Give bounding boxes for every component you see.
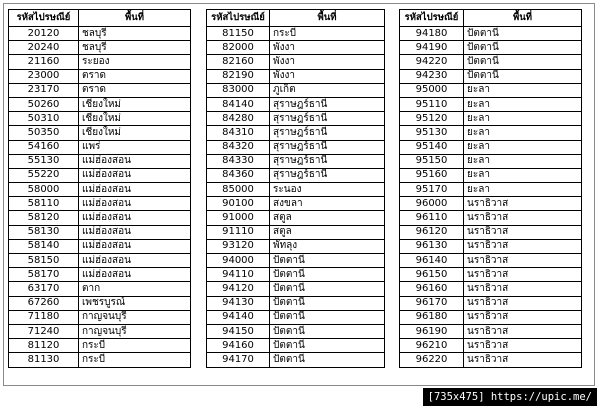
postal-code: 84320 — [207, 140, 270, 154]
postal-code: 95110 — [400, 97, 464, 111]
area-name: แม่ฮ่องสอน — [79, 225, 191, 239]
table-row — [400, 254, 582, 268]
area-name: ตาก — [79, 282, 191, 296]
postal-code: 93120 — [207, 239, 270, 253]
area-name: นราธิวาส — [464, 254, 582, 268]
table-row — [9, 310, 191, 324]
area-name: ปัตตานี — [270, 339, 385, 353]
postal-code: 95170 — [400, 183, 464, 197]
table-row — [400, 282, 582, 296]
table-row — [9, 211, 191, 225]
table-row — [400, 211, 582, 225]
area-name: ตราด — [79, 83, 191, 97]
area-name: กาญจนบุรี — [79, 324, 191, 338]
table-row — [207, 268, 385, 282]
area-name: ปัตตานี — [464, 41, 582, 55]
postal-code: 82000 — [207, 41, 270, 55]
area-name: สุราษฎร์ธานี — [270, 97, 385, 111]
postal-code: 58120 — [9, 211, 79, 225]
area-name: แม่ฮ่องสอน — [79, 183, 191, 197]
postal-code: 81130 — [9, 353, 79, 367]
postal-code: 63170 — [9, 282, 79, 296]
table-row — [9, 69, 191, 83]
area-name: พัทลุง — [270, 239, 385, 253]
area-name: สุราษฎร์ธานี — [270, 168, 385, 182]
postal-code: 94150 — [207, 324, 270, 338]
postal-code: 58150 — [9, 254, 79, 268]
postal-code: 82190 — [207, 69, 270, 83]
area-name: ปัตตานี — [270, 296, 385, 310]
area-name: ยะลา — [464, 97, 582, 111]
area-name: ยะลา — [464, 83, 582, 97]
table-row — [9, 254, 191, 268]
area-name: นราธิวาส — [464, 310, 582, 324]
postal-code: 58170 — [9, 268, 79, 282]
area-name: ยะลา — [464, 112, 582, 126]
postal-code: 96130 — [400, 239, 464, 253]
area-name: แม่ฮ่องสอน — [79, 211, 191, 225]
postal-code: 96110 — [400, 211, 464, 225]
area-name: แม่ฮ่องสอน — [79, 154, 191, 168]
table-row — [9, 168, 191, 182]
postal-code: 96210 — [400, 339, 464, 353]
postal-code: 81120 — [9, 339, 79, 353]
area-name: นราธิวาส — [464, 353, 582, 367]
table-row — [9, 225, 191, 239]
table-row — [207, 140, 385, 154]
table-row — [400, 140, 582, 154]
postal-code: 95130 — [400, 126, 464, 140]
postal-code: 71240 — [9, 324, 79, 338]
postal-code: 94220 — [400, 55, 464, 69]
table-row — [207, 69, 385, 83]
table-row — [400, 225, 582, 239]
postal-code: 96220 — [400, 353, 464, 367]
postal-code: 94140 — [207, 310, 270, 324]
area-name: แม่ฮ่องสอน — [79, 254, 191, 268]
postal-code: 96150 — [400, 268, 464, 282]
table-row — [400, 339, 582, 353]
table-row — [207, 55, 385, 69]
postal-code: 84280 — [207, 112, 270, 126]
postal-code: 58000 — [9, 183, 79, 197]
area-name: ยะลา — [464, 154, 582, 168]
table-row — [400, 168, 582, 182]
postal-table-2 — [206, 9, 385, 368]
postal-code: 54160 — [9, 140, 79, 154]
area-name: นราธิวาส — [464, 197, 582, 211]
postal-code: 84140 — [207, 97, 270, 111]
area-name: ยะลา — [464, 140, 582, 154]
table-row — [207, 282, 385, 296]
postal-code: 95160 — [400, 168, 464, 182]
area-name: ปัตตานี — [270, 268, 385, 282]
area-name: สงขลา — [270, 197, 385, 211]
table-row — [9, 41, 191, 55]
area-name: นราธิวาส — [464, 268, 582, 282]
postal-code: 55220 — [9, 168, 79, 182]
table-row — [9, 183, 191, 197]
header-area: พื้นที่ — [270, 10, 385, 27]
postal-code: 94180 — [400, 27, 464, 41]
area-name: ปัตตานี — [270, 310, 385, 324]
area-name: เชียงใหม่ — [79, 97, 191, 111]
area-name: กระบี่ — [79, 353, 191, 367]
area-name: ปัตตานี — [270, 254, 385, 268]
table-row — [207, 112, 385, 126]
table-row — [9, 339, 191, 353]
header-row — [207, 10, 385, 27]
area-name: กระบี่ — [270, 27, 385, 41]
area-name: แม่ฮ่องสอน — [79, 197, 191, 211]
postal-code: 91110 — [207, 225, 270, 239]
area-name: สุราษฎร์ธานี — [270, 140, 385, 154]
table-row — [207, 27, 385, 41]
postal-code: 83000 — [207, 83, 270, 97]
postal-code: 20240 — [9, 41, 79, 55]
table-row — [9, 324, 191, 338]
area-name: สุราษฎร์ธานี — [270, 154, 385, 168]
postal-code: 84310 — [207, 126, 270, 140]
area-name: ภูเก็ต — [270, 83, 385, 97]
postal-code: 96180 — [400, 310, 464, 324]
postal-code: 94120 — [207, 282, 270, 296]
area-name: นราธิวาส — [464, 296, 582, 310]
table-row — [9, 83, 191, 97]
postal-code: 84360 — [207, 168, 270, 182]
image-size-caption: [735x475] https://upic.me/ — [423, 388, 597, 406]
postal-code: 91000 — [207, 211, 270, 225]
postal-code: 95000 — [400, 83, 464, 97]
table-row — [9, 112, 191, 126]
postal-code: 94190 — [400, 41, 464, 55]
area-name: พังงา — [270, 55, 385, 69]
postal-code: 20120 — [9, 27, 79, 41]
table-row — [400, 239, 582, 253]
area-name: สตูล — [270, 225, 385, 239]
area-name: ยะลา — [464, 168, 582, 182]
table-row — [207, 254, 385, 268]
table-row — [400, 83, 582, 97]
table-row — [9, 296, 191, 310]
area-name: นราธิวาส — [464, 339, 582, 353]
postal-code: 96190 — [400, 324, 464, 338]
table-row — [9, 154, 191, 168]
table-row — [400, 310, 582, 324]
area-name: ระนอง — [270, 183, 385, 197]
table-row — [400, 296, 582, 310]
area-name: ระยอง — [79, 55, 191, 69]
postal-code: 96000 — [400, 197, 464, 211]
table-row — [9, 239, 191, 253]
table-row — [207, 310, 385, 324]
postal-code: 95150 — [400, 154, 464, 168]
postal-code: 95120 — [400, 112, 464, 126]
postal-code: 85000 — [207, 183, 270, 197]
area-name: ปัตตานี — [270, 282, 385, 296]
table-row — [400, 154, 582, 168]
area-name: ยะลา — [464, 183, 582, 197]
postal-code: 23000 — [9, 69, 79, 83]
table-row — [207, 83, 385, 97]
table-row — [400, 55, 582, 69]
header-row — [400, 10, 582, 27]
postal-code: 82160 — [207, 55, 270, 69]
header-area: พื้นที่ — [464, 10, 582, 27]
table-row — [207, 41, 385, 55]
table-row — [400, 353, 582, 367]
postal-table-3 — [399, 9, 582, 368]
postal-code: 94130 — [207, 296, 270, 310]
postal-code: 94170 — [207, 353, 270, 367]
table-row — [207, 197, 385, 211]
area-name: ยะลา — [464, 126, 582, 140]
table-row — [9, 353, 191, 367]
area-name: เชียงใหม่ — [79, 112, 191, 126]
area-name: กระบี่ — [79, 339, 191, 353]
header-code: รหัสไปรษณีย์ — [9, 10, 79, 27]
area-name: ชลบุรี — [79, 41, 191, 55]
table-row — [207, 168, 385, 182]
table-row — [207, 183, 385, 197]
header-code: รหัสไปรษณีย์ — [400, 10, 464, 27]
table-row — [207, 239, 385, 253]
area-name: นราธิวาส — [464, 239, 582, 253]
area-name: พังงา — [270, 41, 385, 55]
table-row — [400, 268, 582, 282]
table-row — [9, 282, 191, 296]
table-row — [400, 41, 582, 55]
area-name: เชียงใหม่ — [79, 126, 191, 140]
area-name: สุราษฎร์ธานี — [270, 126, 385, 140]
area-name: กาญจนบุรี — [79, 310, 191, 324]
table-row — [207, 97, 385, 111]
postal-code: 58130 — [9, 225, 79, 239]
table-row — [400, 97, 582, 111]
area-name: ปัตตานี — [270, 324, 385, 338]
postal-code: 94110 — [207, 268, 270, 282]
table-row — [207, 296, 385, 310]
postal-code: 58140 — [9, 239, 79, 253]
area-name: ตราด — [79, 69, 191, 83]
table-row — [9, 55, 191, 69]
area-name: แม่ฮ่องสอน — [79, 239, 191, 253]
area-name: แพร่ — [79, 140, 191, 154]
postal-code: 96160 — [400, 282, 464, 296]
area-name: ปัตตานี — [464, 55, 582, 69]
table-row — [207, 225, 385, 239]
postal-code: 21160 — [9, 55, 79, 69]
table-row — [400, 324, 582, 338]
postal-code: 71180 — [9, 310, 79, 324]
table-row — [207, 339, 385, 353]
postal-code: 96140 — [400, 254, 464, 268]
postal-table-1 — [8, 9, 191, 368]
table-row — [207, 211, 385, 225]
area-name: นราธิวาส — [464, 225, 582, 239]
postal-code: 67260 — [9, 296, 79, 310]
header-area: พื้นที่ — [79, 10, 191, 27]
postal-code: 81150 — [207, 27, 270, 41]
postal-code: 50260 — [9, 97, 79, 111]
postal-code: 94000 — [207, 254, 270, 268]
postal-code: 94160 — [207, 339, 270, 353]
area-name: นราธิวาส — [464, 324, 582, 338]
table-row — [207, 154, 385, 168]
table-row — [9, 268, 191, 282]
area-name: พังงา — [270, 69, 385, 83]
postal-code: 23170 — [9, 83, 79, 97]
area-name: สตูล — [270, 211, 385, 225]
table-row — [9, 27, 191, 41]
area-name: นราธิวาส — [464, 211, 582, 225]
area-name: ปัตตานี — [464, 27, 582, 41]
area-name: สุราษฎร์ธานี — [270, 112, 385, 126]
postal-code: 96120 — [400, 225, 464, 239]
table-row — [9, 97, 191, 111]
area-name: เพชรบูรณ์ — [79, 296, 191, 310]
table-row — [400, 27, 582, 41]
area-name: แม่ฮ่องสอน — [79, 168, 191, 182]
area-name: แม่ฮ่องสอน — [79, 268, 191, 282]
table-row — [207, 353, 385, 367]
table-row — [400, 183, 582, 197]
postal-code: 55130 — [9, 154, 79, 168]
area-name: นราธิวาส — [464, 282, 582, 296]
table-row — [400, 197, 582, 211]
postal-code: 50310 — [9, 112, 79, 126]
area-name: ปัตตานี — [464, 69, 582, 83]
postal-code: 95140 — [400, 140, 464, 154]
table-row — [9, 126, 191, 140]
header-row — [9, 10, 191, 27]
postal-code: 96170 — [400, 296, 464, 310]
postal-code: 58110 — [9, 197, 79, 211]
table-row — [400, 126, 582, 140]
postal-code: 50350 — [9, 126, 79, 140]
header-code: รหัสไปรษณีย์ — [207, 10, 270, 27]
table-row — [9, 140, 191, 154]
table-row — [9, 197, 191, 211]
table-row — [400, 112, 582, 126]
area-name: ชลบุรี — [79, 27, 191, 41]
postal-code: 90100 — [207, 197, 270, 211]
table-row — [207, 126, 385, 140]
table-row — [400, 69, 582, 83]
postal-code: 84330 — [207, 154, 270, 168]
table-row — [207, 324, 385, 338]
postal-code: 94230 — [400, 69, 464, 83]
area-name: ปัตตานี — [270, 353, 385, 367]
